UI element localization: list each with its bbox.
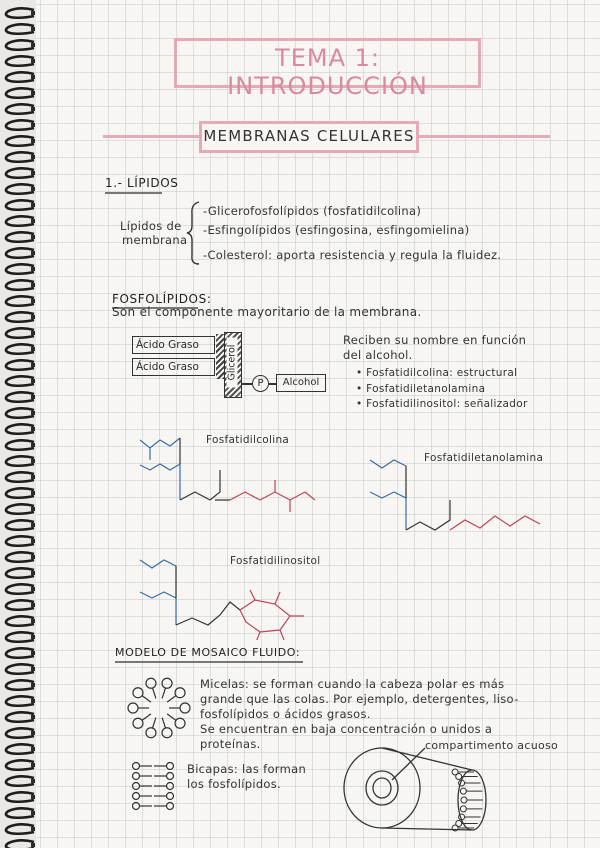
micelas-text: Micelas: se forman cuando la cabeza polar es más [200, 677, 505, 691]
molecule-label: Fosfatidilcolina [206, 434, 290, 446]
micelas-text: Se encuentran en baja concentración o unidos a [200, 722, 493, 736]
fosfolipidos-intro: Son el componente mayoritario de la membrana. [112, 305, 422, 319]
fosfolipidos-bullet: • Fosfatidilinositol: señalizador [356, 398, 528, 410]
page-title: TEMA 1: INTRODUCCIÓN [227, 44, 428, 100]
spiral-binding [0, 0, 36, 848]
bond-line [242, 383, 252, 385]
bond-line [269, 383, 276, 385]
bilayer-drawing [130, 760, 176, 816]
liposome-drawing [340, 740, 500, 840]
section-fosfolipidos-heading: FOSFOLÍPIDOS: [112, 292, 212, 306]
bicapas-text: Bicapas: las forman [187, 762, 307, 776]
lipidos-item: -Colesterol: aporta resistencia y regula la fluidez. [203, 248, 502, 262]
alcohol-box: Alcohol [276, 374, 326, 392]
fatty-acid-box: Ácido Graso [132, 336, 215, 354]
lipidos-group-label: membrana [122, 233, 188, 247]
phospholipid-schematic [130, 330, 330, 402]
micelas-text: fosfolípidos o ácidos grasos. [200, 707, 371, 721]
curly-brace [185, 200, 203, 266]
fosfolipidos-bullet: • Fosfatidilcolina: estructural [356, 367, 518, 379]
glycerol-label: Glicerol [227, 338, 238, 388]
fosfolipidos-bullet: • Fosfatidiletanolamina [356, 383, 486, 395]
glycerol-box [224, 332, 242, 398]
lipidos-group-label: Lípidos de [120, 219, 182, 233]
molecule-fosfatidilinositol [140, 560, 304, 640]
compartimento-label: compartimento acuoso [425, 739, 559, 752]
page-subtitle: MEMBRANAS CELULARES [203, 127, 415, 145]
section-mosaico-heading: MODELO DE MOSAICO FLUIDO: [115, 646, 301, 659]
section-underline [115, 661, 303, 663]
lipidos-item: -Glicerofosfolípidos (fosfatidilcolina) [203, 204, 422, 218]
bicapas-text: los fosfolípidos. [187, 777, 282, 791]
micelle-drawing [124, 670, 194, 746]
fosfolipidos-note: Reciben su nombre en función [343, 333, 527, 347]
molecule-fosfatidilcolina [140, 438, 315, 512]
fatty-acid-box: Ácido Graso [132, 358, 215, 376]
hatch-bar [216, 334, 224, 379]
section-underline [105, 192, 162, 194]
lipidos-item: -Esfingolípidos (esfingosina, esfingomielina) [203, 223, 470, 237]
micelas-text: grande que las colas. Por ejemplo, detergentes, liso- [200, 692, 519, 706]
molecule-fosfatidiletanolamina [370, 460, 540, 530]
section-lipidos-heading: 1.- LÍPIDOS [105, 176, 179, 190]
molecule-label: Fosfatidiletanolamina [424, 452, 544, 464]
fosfolipidos-note: del alcohol. [343, 348, 413, 362]
micelas-text: proteínas. [200, 737, 261, 751]
phosphate-circle: P [252, 375, 269, 392]
molecule-label: Fosfatidilinositol [230, 555, 321, 567]
